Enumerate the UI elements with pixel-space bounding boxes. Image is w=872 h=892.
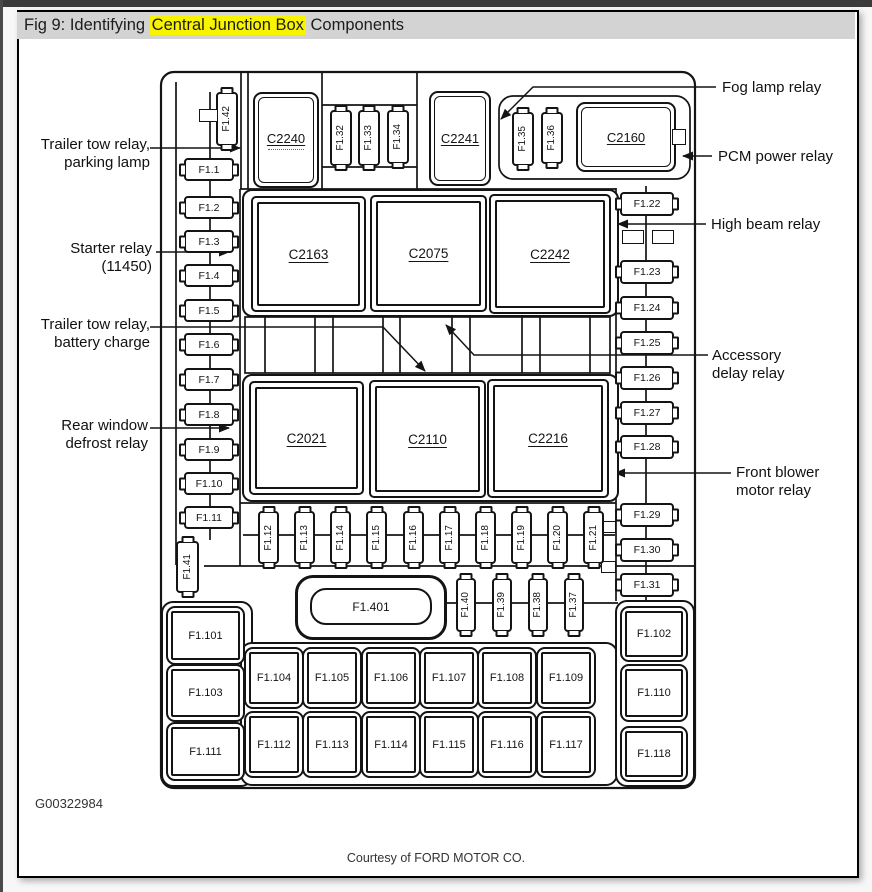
- fuse-f1-14: F1.14: [330, 511, 351, 564]
- label-accessory-delay: Accessory delay relay: [712, 347, 785, 382]
- fuse-f1-2: F1.2: [184, 196, 234, 219]
- label-front-blower: Front blower motor relay: [736, 464, 820, 499]
- relay-c2110: C2110: [369, 380, 486, 498]
- empty-slot: [652, 230, 674, 244]
- relay-c2075: C2075: [370, 195, 487, 312]
- label-starter-relay: Starter relay (11450): [70, 240, 152, 275]
- window-chrome-bar: [0, 0, 872, 7]
- fuse-f1-42: F1.42: [216, 92, 238, 146]
- fuse-f1-103: F1.103: [166, 664, 245, 722]
- fuse-f1-11: F1.11: [184, 506, 234, 529]
- fuse-f1-32: F1.32: [330, 110, 352, 166]
- fuse-f1-17: F1.17: [439, 511, 460, 564]
- fuse-f1-5: F1.5: [184, 299, 234, 322]
- fuse-f1-36: F1.36: [541, 112, 563, 164]
- fuse-f1-34: F1.34: [387, 110, 409, 164]
- fuse-f1-25: F1.25: [620, 331, 674, 355]
- relay-c2240: C2240: [253, 92, 319, 188]
- relay-c2241: C2241: [429, 91, 491, 186]
- fuse-f1-115: F1.115: [419, 711, 479, 778]
- label-trailer-tow-parking: Trailer tow relay, parking lamp: [40, 136, 150, 171]
- figure-doc-id: G00322984: [35, 796, 103, 811]
- fuse-f1-101: F1.101: [166, 606, 245, 665]
- fuse-f1-29: F1.29: [620, 503, 674, 527]
- fuse-f1-107: F1.107: [419, 647, 479, 709]
- fuse-f1-102: F1.102: [620, 606, 688, 662]
- fuse-f1-116: F1.116: [477, 711, 537, 778]
- fuse-f1-13: F1.13: [294, 511, 315, 564]
- fuse-f1-33: F1.33: [358, 110, 380, 166]
- fuse-f1-30: F1.30: [620, 538, 674, 562]
- courtesy-note: Courtesy of FORD MOTOR CO.: [346, 851, 526, 865]
- label-high-beam: High beam relay: [711, 216, 821, 233]
- fuse-f1-113: F1.113: [302, 711, 362, 778]
- fuse-tab: [199, 109, 218, 122]
- empty-slot: [622, 230, 644, 244]
- figure-title: [17, 12, 855, 39]
- fuse-f1-20: F1.20: [547, 511, 568, 564]
- fuse-f1-104: F1.104: [244, 647, 304, 709]
- fuse-f1-24: F1.24: [620, 296, 674, 320]
- fuse-f1-106: F1.106: [361, 647, 421, 709]
- relay-c2216: C2216: [487, 379, 609, 498]
- fuse-f1-39: F1.39: [492, 578, 512, 632]
- fuse-tab: [601, 561, 616, 573]
- fuse-f1-41: F1.41: [176, 541, 199, 593]
- fuse-f1-109: F1.109: [536, 647, 596, 709]
- fuse-f1-31: F1.31: [620, 573, 674, 597]
- fuse-f1-118: F1.118: [620, 726, 688, 782]
- label-pcm-power: PCM power relay: [718, 148, 834, 165]
- fuse-f1-35: F1.35: [512, 112, 534, 166]
- fuse-f1-15: F1.15: [366, 511, 387, 564]
- title-prefix: Fig 9: Identifying: [24, 16, 150, 34]
- fuse-f1-6: F1.6: [184, 333, 234, 356]
- fuse-f1-7: F1.7: [184, 368, 234, 391]
- fuse-f1-10: F1.10: [184, 472, 234, 495]
- relay-c2163: C2163: [251, 196, 366, 312]
- fuse-f1-114: F1.114: [361, 711, 421, 778]
- fuse-f1-19: F1.19: [511, 511, 532, 564]
- label-rear-defrost: Rear window defrost relay: [61, 417, 148, 452]
- fuse-f1-9: F1.9: [184, 438, 234, 461]
- fuse-f1-26: F1.26: [620, 366, 674, 390]
- fuse-f1-12: F1.12: [258, 511, 279, 564]
- fuse-f1-18: F1.18: [475, 511, 496, 564]
- fuse-f1-110: F1.110: [620, 664, 688, 722]
- fuse-f1-1: F1.1: [184, 158, 234, 181]
- fuse-f1-3: F1.3: [184, 230, 234, 253]
- fuse-f1-23: F1.23: [620, 260, 674, 284]
- fuse-f1-27: F1.27: [620, 401, 674, 425]
- fuse-f1-16: F1.16: [403, 511, 424, 564]
- fuse-f1-111: F1.111: [166, 722, 245, 781]
- window-chrome-edge: [0, 0, 3, 892]
- relay-c2021: C2021: [249, 381, 364, 495]
- fuse-f1-22: F1.22: [620, 192, 674, 216]
- fuse-f1-108: F1.108: [477, 647, 537, 709]
- fuse-f1-112: F1.112: [244, 711, 304, 778]
- relay-c2242: C2242: [489, 194, 611, 314]
- fuse-f1-117: F1.117: [536, 711, 596, 778]
- fuse-f1-28: F1.28: [620, 435, 674, 459]
- fuse-f1-4: F1.4: [184, 264, 234, 287]
- title-highlight: Central Junction Box: [151, 16, 304, 34]
- title-suffix: Components: [305, 16, 405, 34]
- fuse-f1-401: F1.401: [310, 588, 432, 625]
- fuse-f1-21: F1.21: [583, 511, 604, 564]
- fuse-f1-37: F1.37: [564, 578, 584, 632]
- fuse-f1-38: F1.38: [528, 578, 548, 632]
- fuse-f1-40: F1.40: [456, 578, 476, 632]
- fuse-f1-105: F1.105: [302, 647, 362, 709]
- fuse-f1-8: F1.8: [184, 403, 234, 426]
- label-trailer-tow-battery: Trailer tow relay, battery charge: [40, 316, 150, 351]
- relay-c2160: C2160: [576, 102, 676, 172]
- label-fog-lamp: Fog lamp relay: [722, 79, 822, 96]
- relay-tab: [672, 129, 686, 145]
